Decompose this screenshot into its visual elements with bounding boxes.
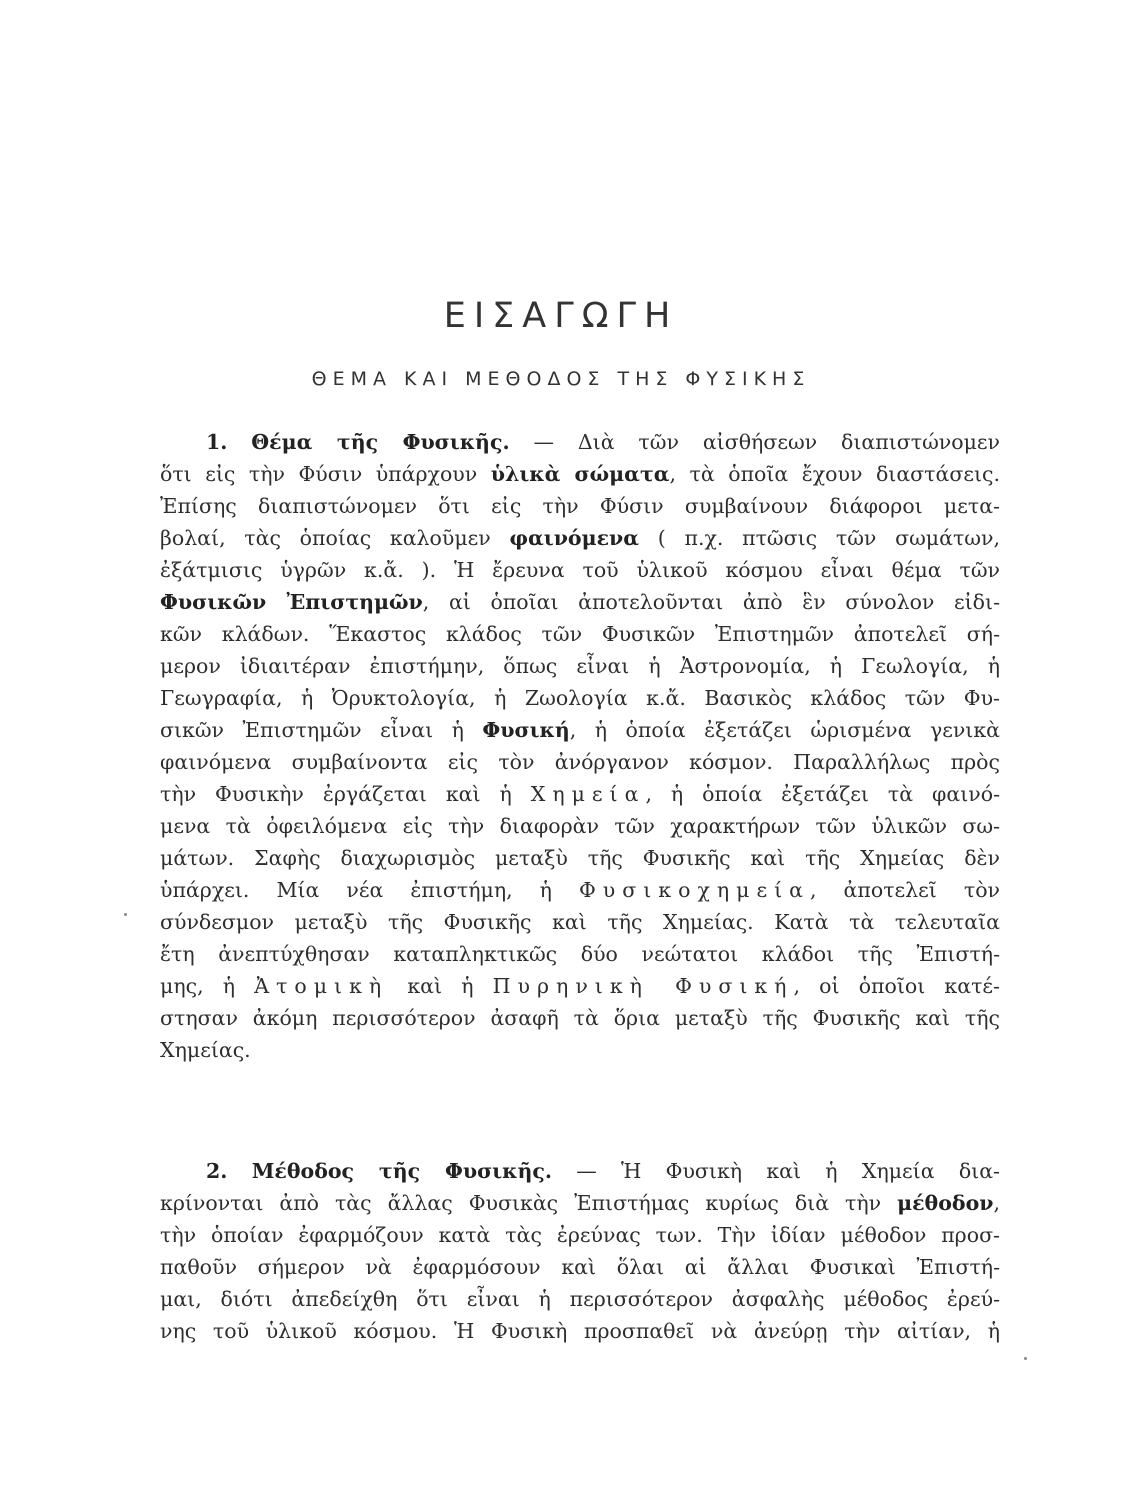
text-line: φαινόμενα συμβαίνοντα εἰς τὸν ἀνόργανον κόσμον. Παραλλήλως πρὸς — [160, 750, 1000, 774]
text-line: ἐξάτμισις ὑγρῶν κ.ἄ. ). Ἡ ἔρευνα τοῦ ὑλικοῦ κόσμου εἶναι θέμα τῶν — [160, 558, 1000, 582]
section-1-paragraph — [160, 426, 1000, 1066]
text-run: , αἱ ὁποῖαι ἀποτελοῦνται ἀπὸ ἓν σύνολον εἰδι- — [422, 590, 1000, 614]
text-run: , ἡ ὁποία ἐξετάζει τὰ φαινό- — [645, 782, 1000, 806]
bold-term: ὑλικὰ σώματα — [490, 462, 670, 486]
section-number: 1. — [206, 430, 228, 454]
text-run: — Διὰ τῶν αἰσθήσεων διαπιστώνομεν — [509, 430, 1000, 454]
text-line: Ἐπίσης διαπιστώνομεν ὅτι εἰς τὴν Φύσιν συμβαίνουν διάφοροι μετα- — [160, 494, 1000, 518]
spaced-term: Ἀτομικὴ — [254, 974, 389, 998]
text-line: Γεωγραφία, ἡ Ὀρυκτολογία, ἡ Ζωολογία κ.ἄ. Βασικὸς κλάδος τῶν Φυ- — [160, 686, 1000, 710]
spaced-term: Φυσικοχημεία — [578, 878, 810, 902]
text-line — [160, 426, 1000, 458]
text-line: σύνδεσμον μεταξὺ τῆς Φυσικῆς καὶ τῆς Χημείας. Κατὰ τὰ τελευταῖα — [160, 910, 1000, 934]
text-line: Χημείας. — [160, 1038, 251, 1062]
text-line: μαι, διότι ἀπεδείχθη ὅτι εἶναι ἡ περισσότερον ἀσφαλὴς μέθοδος ἐρεύ- — [160, 1287, 1000, 1311]
text-run: ὑπάρχει. Μία νέα ἐπιστήμη, ἡ — [160, 878, 579, 902]
text-run: σικῶν Ἐπιστημῶν εἶναι ἡ — [160, 718, 483, 742]
text-line: παθοῦν σήμερον νὰ ἐφαρμόσουν καὶ ὅλαι αἱ ἄλλαι Φυσικαὶ Ἐπιστή- — [160, 1255, 1000, 1279]
text-line — [160, 874, 1000, 906]
text-line: ἔτη ἀνεπτύχθησαν καταπληκτικῶς δύο νεώτατοι κλάδοι τῆς Ἐπιστή- — [160, 942, 1000, 966]
spaced-term: Πυρηνικὴ Φυσική — [492, 974, 794, 998]
text-run: τὴν Φυσικὴν ἐργάζεται καὶ ἡ — [160, 782, 531, 806]
spaced-term: Χημεία — [530, 782, 646, 806]
text-line: μερον ἰδιαιτέραν ἐπιστήμην, ὅπως εἶναι ἡ Ἀστρονομία, ἡ Γεωλογία, ἡ — [160, 654, 1000, 678]
text-line — [160, 1187, 1000, 1219]
text-run: καὶ ἡ — [388, 974, 493, 998]
bold-term: Φυσική — [482, 718, 570, 742]
scan-speck — [1024, 1357, 1027, 1360]
text-run: μης, ἡ — [160, 974, 255, 998]
text-line — [160, 458, 1000, 490]
text-run: ὅτι εἰς τὴν Φύσιν ὑπάρχουν — [160, 462, 491, 486]
text-line: μενα τὰ ὀφειλόμενα εἰς τὴν διαφορὰν τῶν χαρακτήρων τῶν ὑλικῶν σω- — [160, 814, 1000, 838]
text-run: , — [993, 1191, 1000, 1215]
text-line: μάτων. Σαφὴς διαχωρισμὸς μεταξὺ τῆς Φυσικῆς καὶ τῆς Χημείας δὲν — [160, 846, 1000, 870]
text-line: τὴν ὁποίαν ἐφαρμόζουν κατὰ τὰς ἐρεύνας των. Τὴν ἰδίαν μέθοδον προσ- — [160, 1223, 1000, 1247]
text-run: κρίνονται ἀπὸ τὰς ἄλλας Φυσικὰς Ἐπιστήμας κυρίως διὰ τὴν — [160, 1191, 898, 1215]
bold-term: μέθοδον — [897, 1191, 994, 1215]
chapter-title: ΕΙΣΑΓΩΓΗ — [443, 296, 679, 336]
text-run: ( π.χ. πτῶσις τῶν σωμάτων, — [639, 526, 1000, 550]
text-run: , ἀποτελεῖ τὸν — [809, 878, 1000, 902]
text-line: κῶν κλάδων. Ἕκαστος κλάδος τῶν Φυσικῶν Ἐπιστημῶν ἀποτελεῖ σή- — [160, 622, 1000, 646]
scan-speck — [124, 913, 127, 916]
text-line — [160, 586, 1000, 618]
bold-term: φαινόμενα — [509, 526, 640, 550]
text-run: , ἡ ὁποία ἐξετάζει ὡρισμένα γενικὰ — [569, 718, 1000, 742]
section-2-paragraph — [160, 1155, 1000, 1347]
text-run: , οἱ ὁποῖοι κατέ- — [793, 974, 1000, 998]
text-run: βολαί, τὰς ὁποίας καλοῦμεν — [160, 526, 510, 550]
text-run: — Ἡ Φυσικὴ καὶ ἡ Χημεία δια- — [552, 1159, 1000, 1183]
text-line: νης τοῦ ὑλικοῦ κόσμου. Ἡ Φυσικὴ προσπαθεῖ νὰ ἀνεύρῃ τὴν αἰτίαν, ἡ — [160, 1319, 1000, 1343]
section-title: Μέθοδος τῆς Φυσικῆς. — [251, 1159, 552, 1183]
text-line — [160, 1155, 1000, 1187]
text-run: , τὰ ὁποῖα ἔχουν διαστάσεις. — [669, 462, 1001, 486]
text-line: στησαν ἀκόμη περισσότερον ἀσαφῆ τὰ ὅρια μεταξὺ τῆς Φυσικῆς καὶ τῆς — [160, 1006, 1000, 1030]
section-number: 2. — [206, 1159, 228, 1183]
section-title: Θέμα τῆς Φυσικῆς. — [251, 430, 510, 454]
text-line — [160, 714, 1000, 746]
bold-term: Φυσικῶν Ἐπιστημῶν — [160, 590, 423, 614]
chapter-subtitle: ΘΕΜΑ ΚΑΙ ΜΕΘΟΔΟΣ ΤΗΣ ΦΥΣΙΚΗΣ — [311, 368, 811, 390]
text-line — [160, 522, 1000, 554]
text-line — [160, 778, 1000, 810]
text-line — [160, 970, 1000, 1002]
